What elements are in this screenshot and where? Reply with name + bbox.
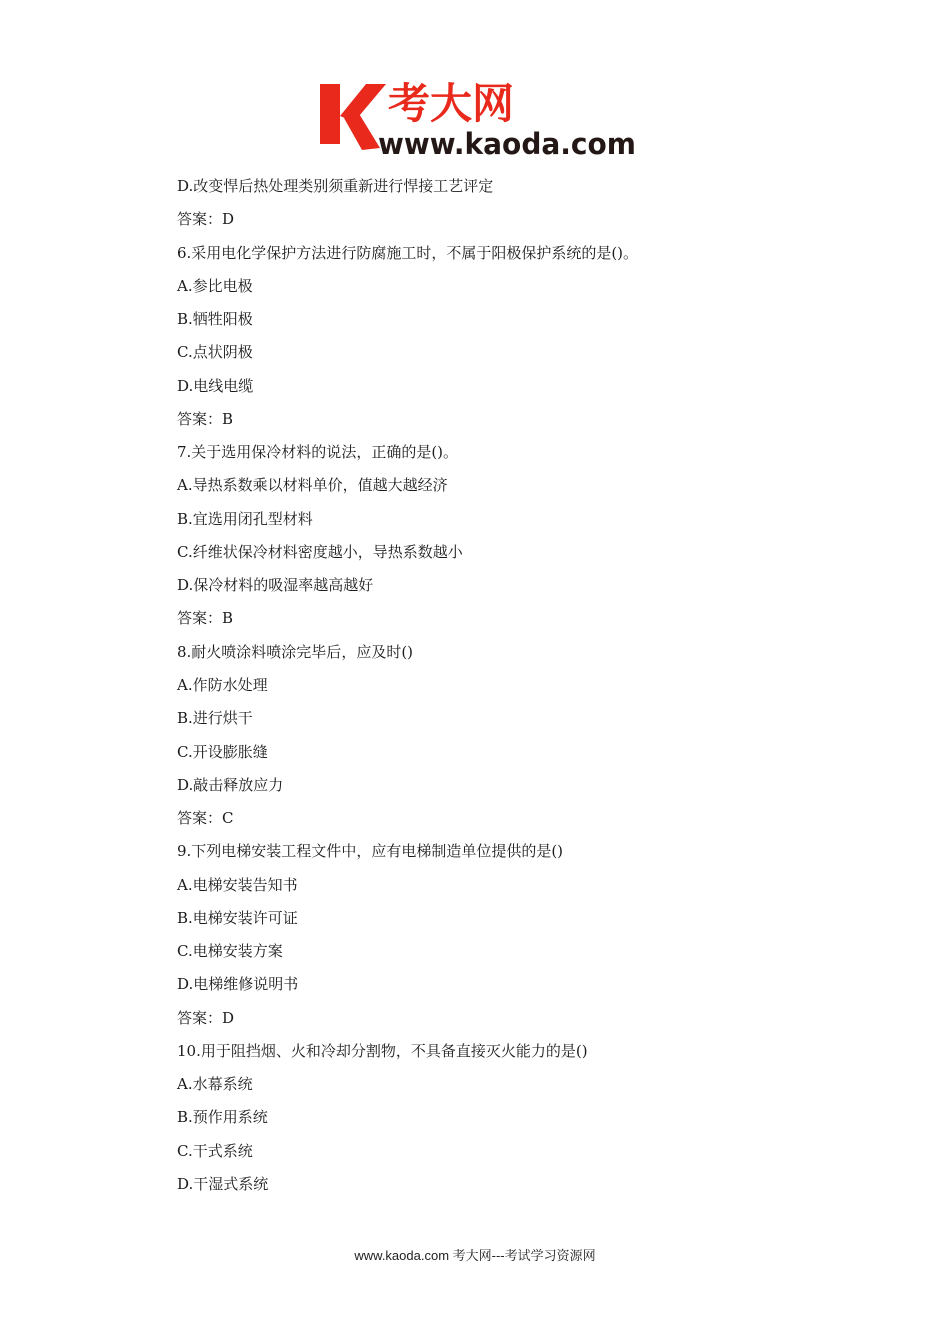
text-line: C.点状阴极 (177, 343, 253, 362)
text-line: D.改变悍后热处理类别须重新进行悍接工艺评定 (177, 177, 494, 195)
text-line: A.水幕系统 (177, 1075, 253, 1094)
text-line: 10.用于阻挡烟、火和冷却分割物，不具备直接灭火能力的是() (177, 1041, 588, 1060)
text-line: B.电梯安装许可证 (177, 908, 298, 927)
kaoda-logo (318, 78, 640, 158)
text-line: A.导热系数乘以材料单价，值越大越经济 (177, 476, 448, 495)
text-line: A.参比电极 (177, 276, 253, 295)
text-line: 6.采用电化学保护方法进行防腐施工时，不属于阳极保护系统的是()。 (177, 243, 639, 262)
text-line: 答案：B (177, 409, 234, 428)
text-line: 答案：D (177, 210, 235, 229)
kaoda-logo-mark (318, 78, 640, 158)
text-line: C.电梯安装方案 (177, 942, 283, 961)
k-letter-icon (320, 84, 386, 150)
logo-chinese-text: 考大网 (388, 79, 515, 128)
text-line: B.进行烘干 (177, 709, 253, 728)
text-line: 9.下列电梯安装工程文件中，应有电梯制造单位提供的是() (177, 842, 564, 861)
text-line: C.纤维状保冷材料密度越小，导热系数越小 (177, 542, 463, 561)
document-body (177, 170, 817, 1201)
text-line: 7.关于选用保冷材料的说法，正确的是()。 (177, 443, 459, 462)
text-line: D.电梯维修说明书 (177, 975, 299, 994)
text-line: D.干湿式系统 (177, 1174, 269, 1193)
text-line: 8.耐火喷涂料喷涂完毕后，应及时() (177, 642, 414, 661)
text-line: D.敲击释放应力 (177, 775, 284, 794)
text-line: D.电线电缆 (177, 376, 254, 395)
text-line: 答案：D (177, 1008, 235, 1027)
text-line: B.牺牲阳极 (177, 310, 253, 329)
text-line: 答案：B (177, 609, 234, 628)
text-line: A.电梯安装告知书 (177, 875, 298, 894)
text-line: A.作防水处理 (177, 675, 268, 694)
text-line: D.保冷材料的吸湿率越高越好 (177, 576, 374, 595)
page-footer: www.kaoda.com 考大网---考试学习资源网 (354, 1248, 596, 1263)
text-line: 答案：C (177, 809, 234, 828)
text-line: B.宜选用闭孔型材料 (177, 509, 313, 528)
logo-url-text: www.kaoda.com (378, 127, 636, 158)
text-line: C.开设膨胀缝 (177, 742, 268, 761)
text-line: B.预作用系统 (177, 1108, 268, 1127)
text-line: C.干式系统 (177, 1141, 253, 1160)
